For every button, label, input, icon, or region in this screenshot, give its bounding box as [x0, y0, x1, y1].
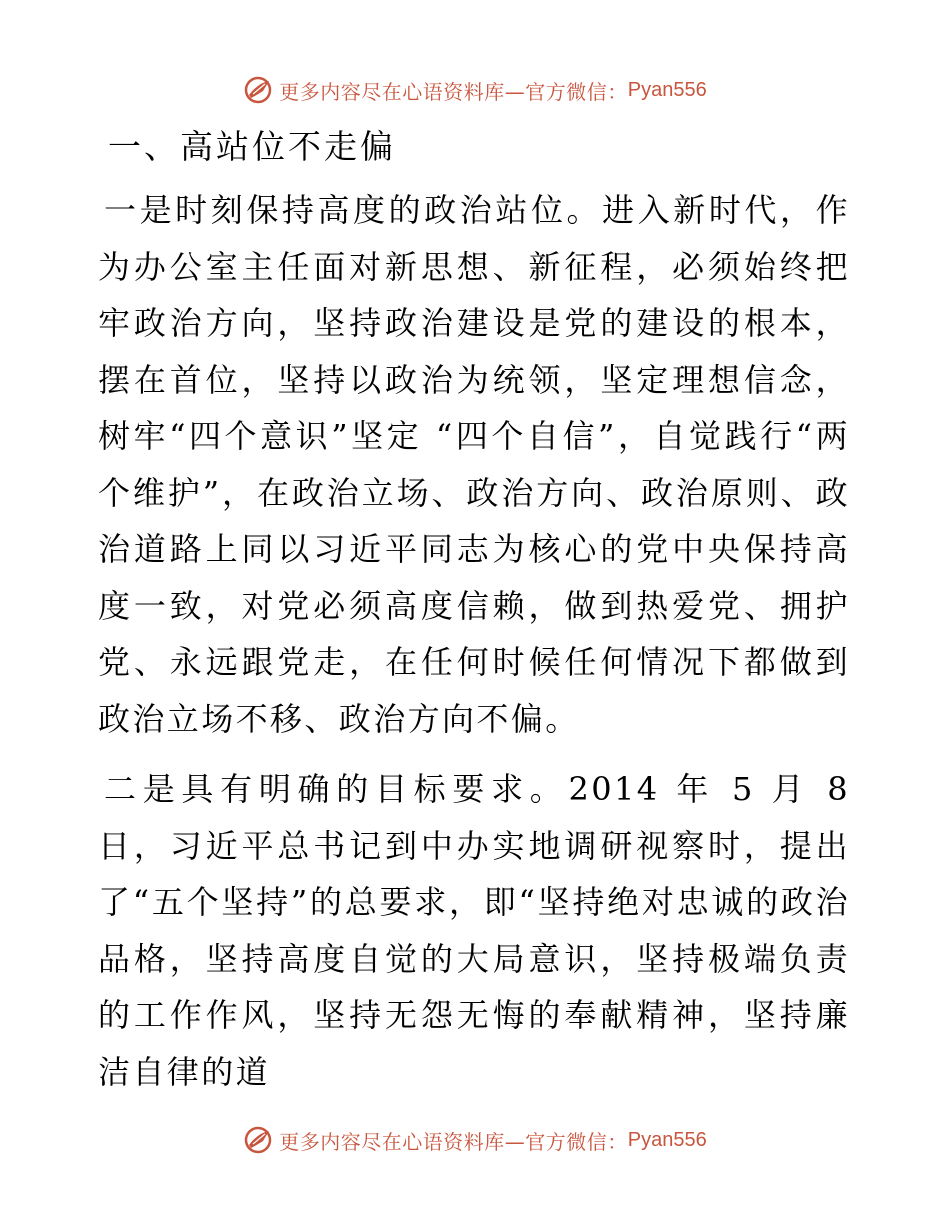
- watermark-text: 更多内容尽在心语资料库—官方微信：: [279, 1129, 628, 1154]
- paragraph-2: 二是具有明确的目标要求。2014 年 5 月 8 日，习近平总书记到中办实地调研视察时，提出了“五个坚持”的总要求，即“坚持绝对忠诚的政治品格，坚持高度自觉的大局意识，坚持极端负责的工作作风，坚持无怨无悔的奉献精神，坚持廉洁自律的道: [98, 770, 850, 1091]
- watermark-text: 更多内容尽在心语资料库—官方微信：: [279, 79, 628, 104]
- section-heading: 一、高站位不走偏: [108, 127, 396, 166]
- watermark-id: Pyan556: [627, 78, 707, 101]
- pen-logo-icon: [243, 75, 273, 105]
- paragraph-1: 一是时刻保持高度的政治站位。进入新时代，作为办公室主任面对新思想、新征程，必须始终把牢政治方向，坚持政治建设是党的建设的根本，摆在首位，坚持以政治为统领，坚定理想信念，树牢“四个意识”坚定 “四个自信”，自觉践行“两个维护”，在政治立场、政治方向、政治原则、政治道路上同以习近平同志为核心的党中央保持高度一致，对党必须高度信赖，做到热爱党、拥护党、永远跟党走，在任何时候任何情况下都做到政治立场不移、政治方向不偏。: [98, 191, 850, 738]
- watermark-id: Pyan556: [627, 1128, 707, 1151]
- pen-logo-icon: [243, 1125, 273, 1155]
- header-watermark: [0, 70, 950, 110]
- document-body: [98, 120, 850, 1114]
- footer-watermark: [0, 1120, 950, 1160]
